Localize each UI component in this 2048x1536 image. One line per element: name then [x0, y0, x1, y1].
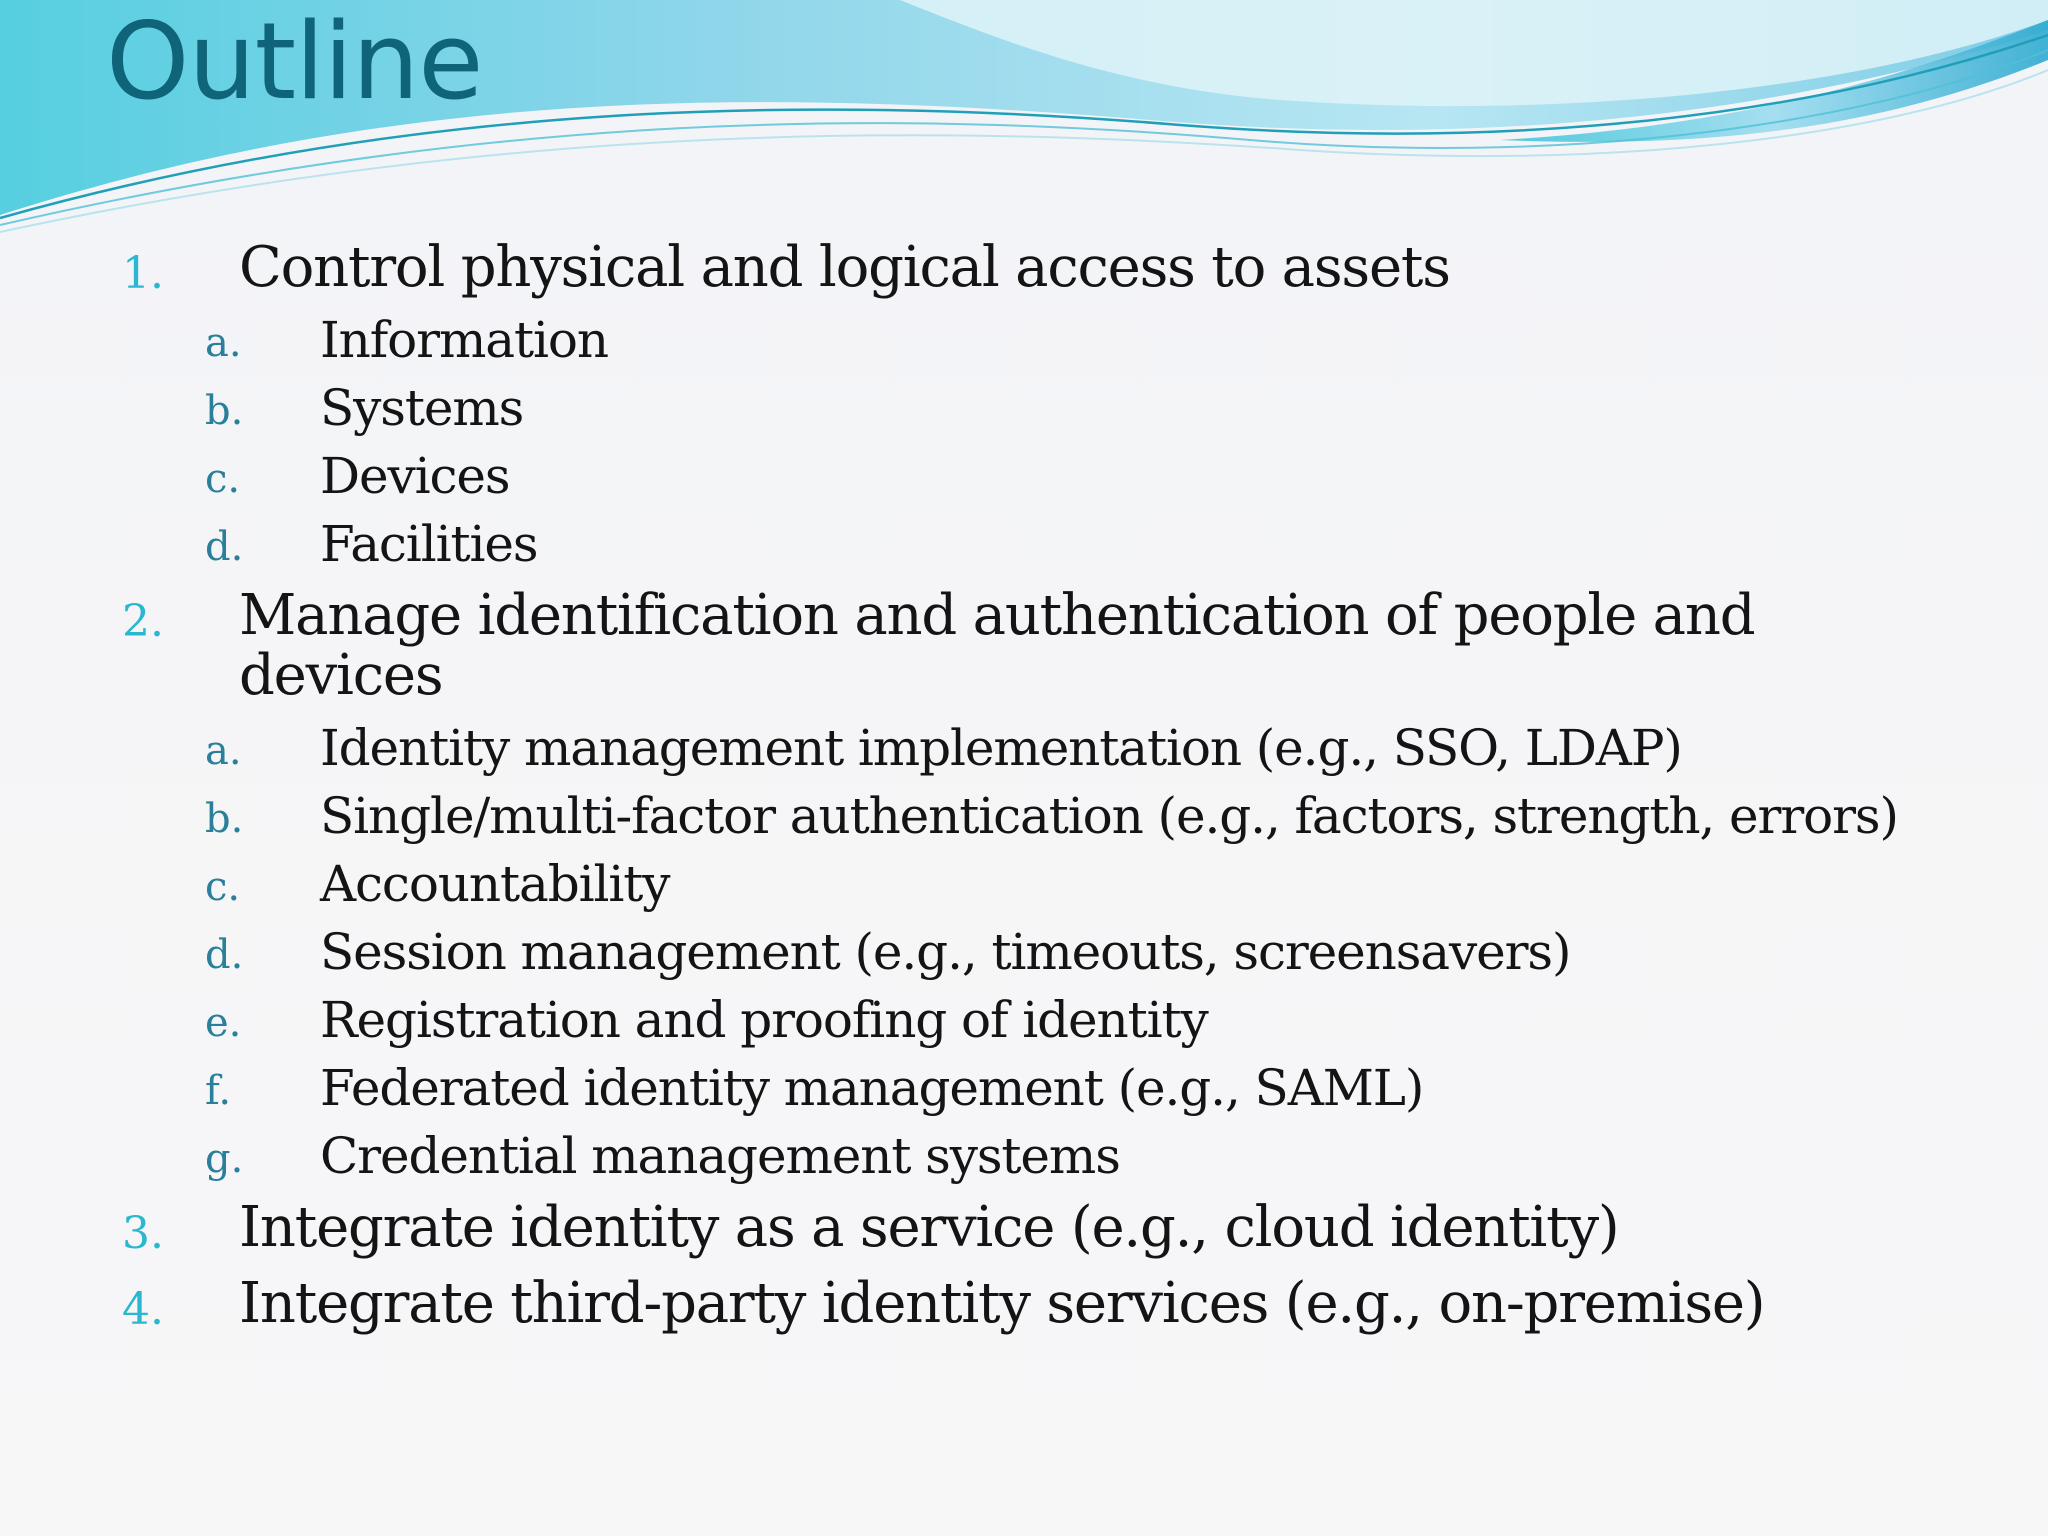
sub-item-text: Federated identity management (e.g., SAML) [320, 1059, 1424, 1117]
sub-item-text: Credential management systems [320, 1127, 1120, 1185]
sub-item-letter: c. [205, 456, 241, 502]
sub-item-text: Session management (e.g., timeouts, screensavers) [320, 923, 1571, 981]
sub-item-text: Registration and proofing of identity [320, 991, 1208, 1049]
item-text: Integrate third-party identity services (e.g., on-premise) [239, 1271, 1765, 1336]
sub-item-text: Single/multi-factor authentication (e.g., factors, strength, errors) [320, 787, 1898, 845]
item-number: 3. [122, 1208, 164, 1259]
sub-item-text: Systems [320, 379, 524, 437]
sub-item-letter: d. [205, 932, 244, 978]
sub-item-text: Accountability [320, 855, 670, 913]
sub-item-text: Facilities [320, 515, 538, 573]
sub-item-letter: b. [205, 388, 244, 434]
item-number: 1. [122, 248, 164, 299]
item-text: Integrate identity as a service (e.g., cloud identity) [239, 1195, 1619, 1260]
sub-item-letter: e. [205, 1000, 242, 1046]
sub-item-letter: g. [205, 1136, 244, 1182]
sub-item-letter: c. [205, 864, 241, 910]
item-number: 2. [122, 596, 164, 647]
sub-item-text: Devices [320, 447, 510, 505]
sub-item-text: Identity management implementation (e.g., SSO, LDAP) [320, 719, 1682, 777]
page-title: Outline [106, 0, 483, 123]
sub-item-text: Information [320, 311, 608, 369]
sub-item-letter: a. [205, 728, 242, 774]
sub-item-letter: d. [205, 524, 244, 570]
sub-item-letter: f. [205, 1068, 232, 1114]
sub-item-letter: b. [205, 796, 244, 842]
item-text: Control physical and logical access to assets [239, 235, 1450, 300]
sub-item-letter: a. [205, 320, 242, 366]
item-text: Manage identification and authentication of people and devices [239, 583, 1755, 708]
item-number: 4. [122, 1284, 164, 1335]
